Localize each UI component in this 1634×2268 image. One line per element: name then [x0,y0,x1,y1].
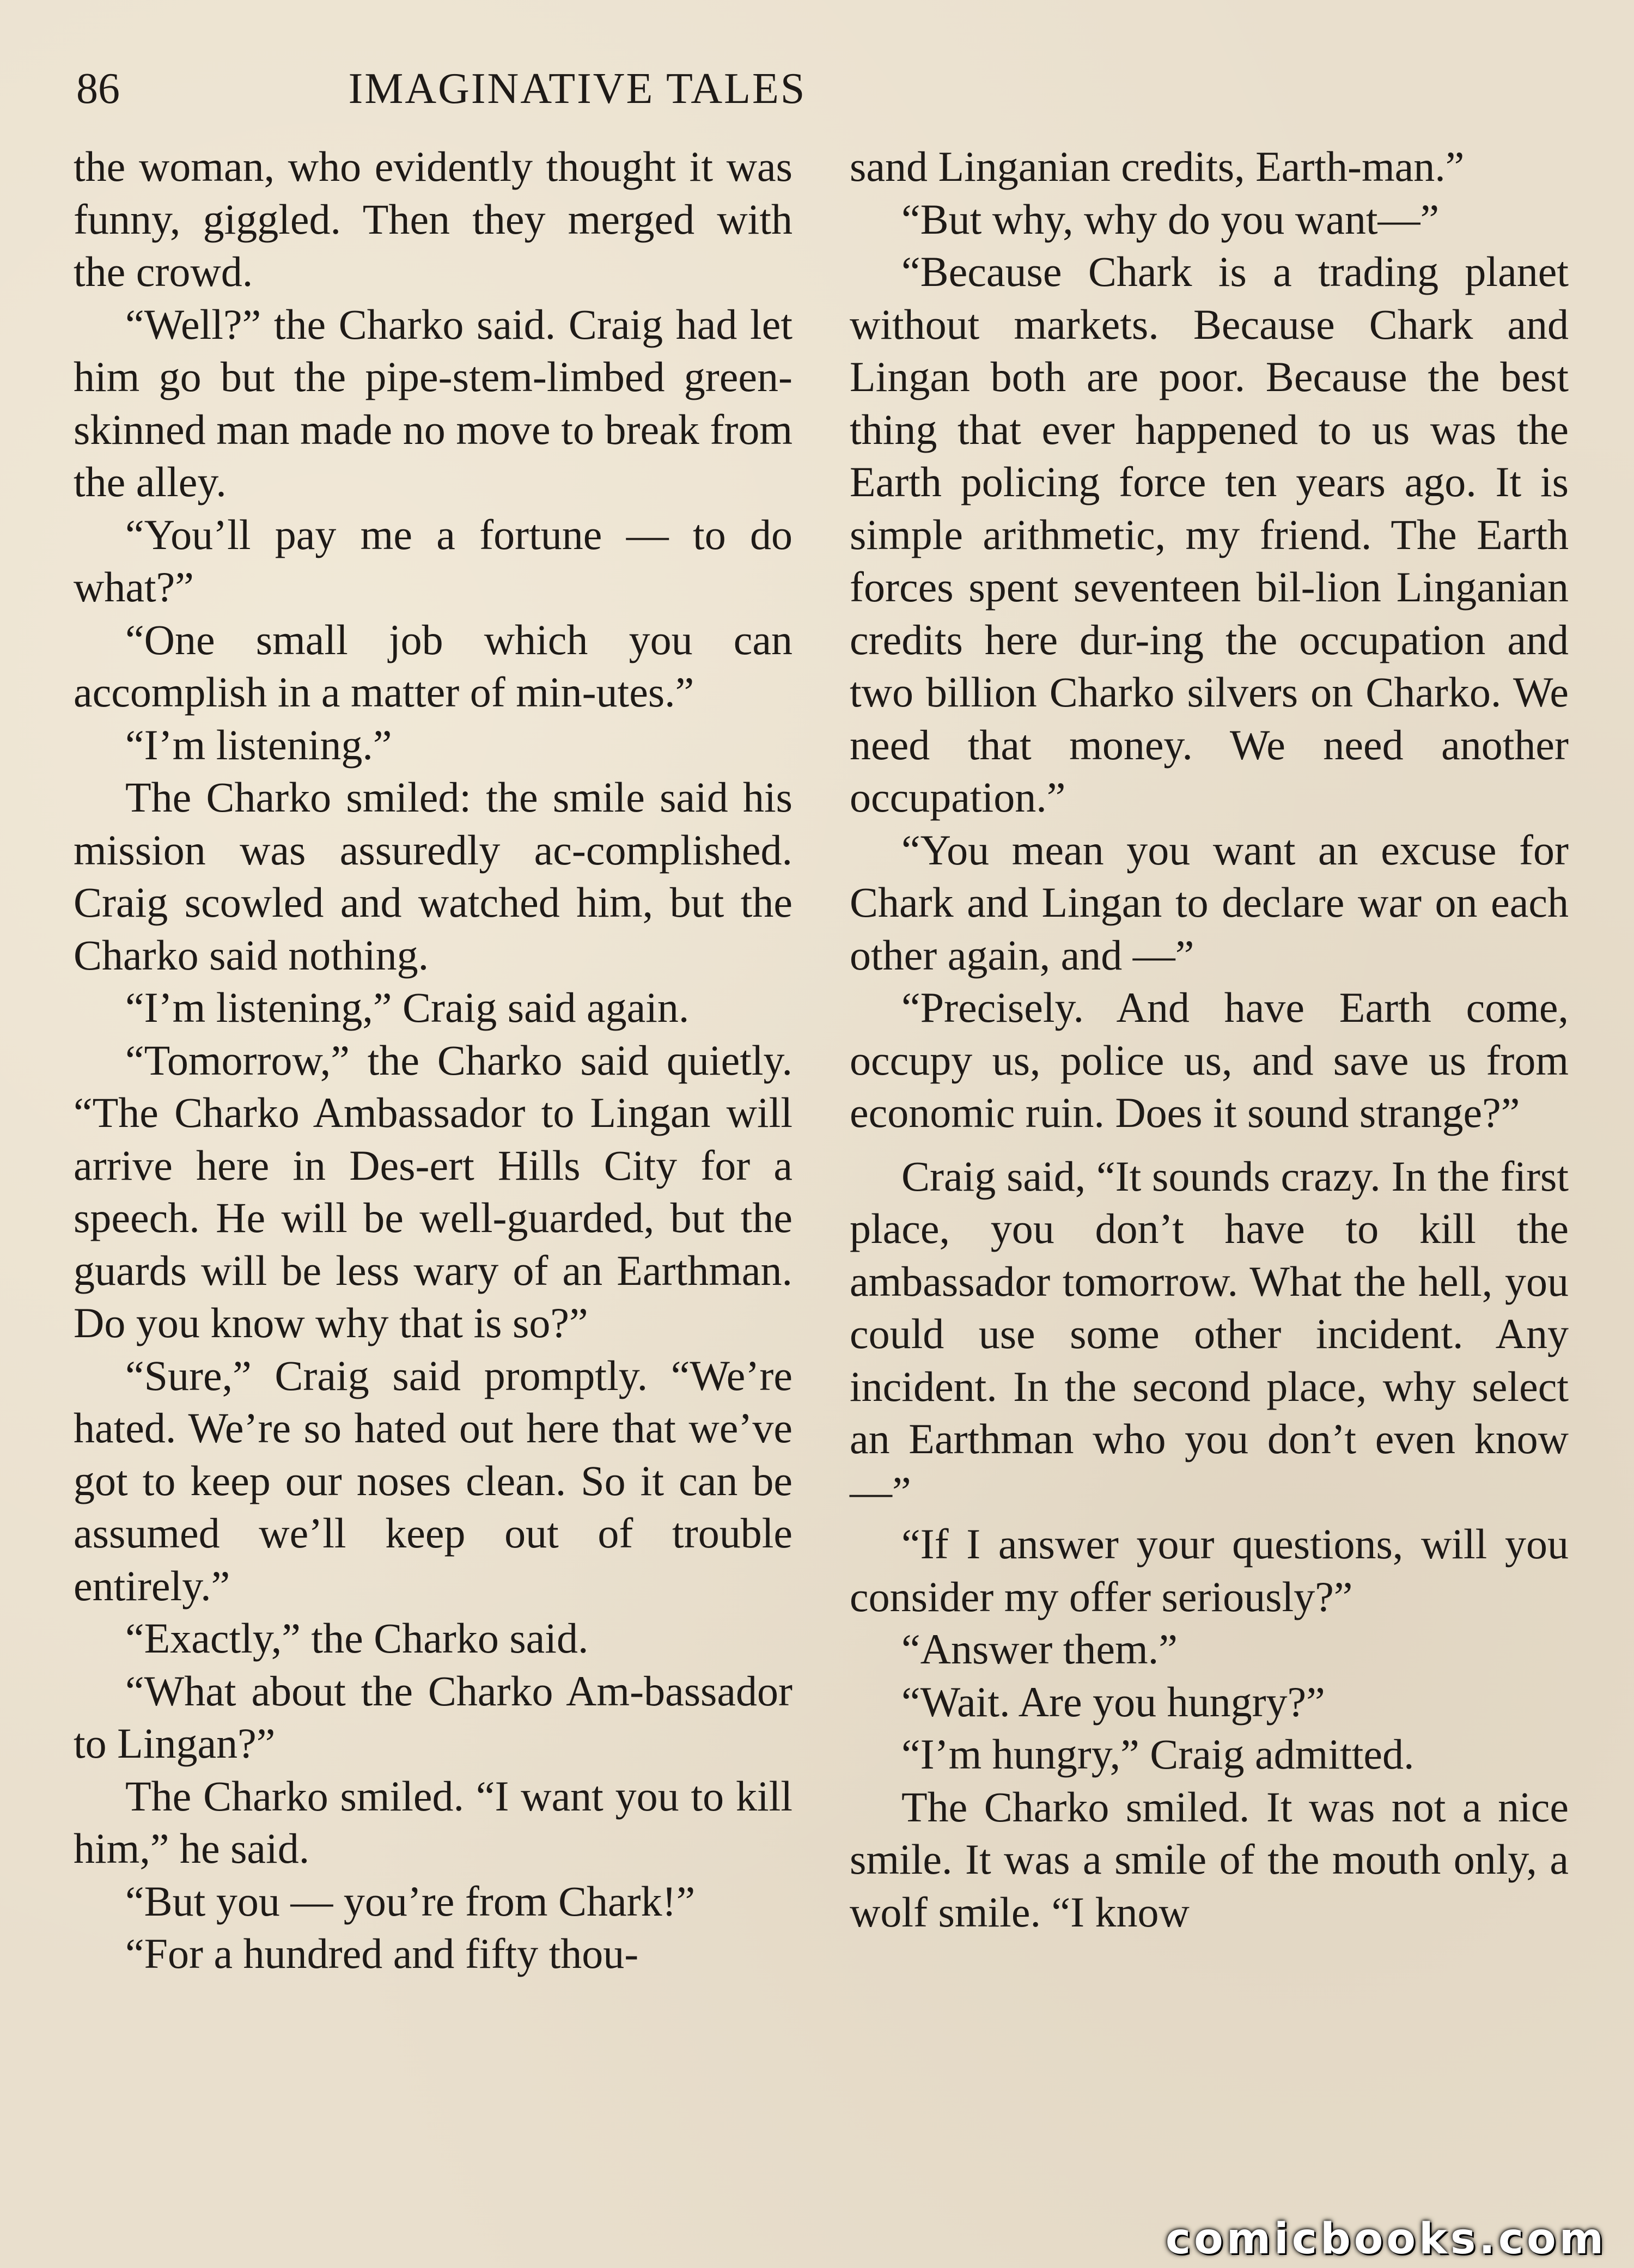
paragraph: The Charko smiled: the smile said his mission was assuredly ac-complished. Craig scowled and watched him, but the Charko said nothing. [74,773,792,979]
paragraph: “One small job which you can accomplish in a matter of min-utes.” [74,615,792,716]
paragraph: “Tomorrow,” the Charko said quietly. “The Charko Ambassador to Lingan will arrive here in Des-ert Hills City for a speech. He will be well-guarded, but the guards will be less wary of an Earthman. Do you know why that is so?” [74,1036,792,1346]
paragraph: “But you — you’re from Chark!” [125,1877,696,1925]
paragraph: “For a hundred and fifty thou- [125,1930,639,1977]
paragraph: “Answer them.” [901,1625,1178,1673]
paragraph: “You mean you want an excuse for Chark and Lingan to declare war on each other again, and —” [850,826,1569,979]
paragraph: “You’ll pay me a fortune — to do what?” [74,510,792,611]
paragraph: “I’m listening,” Craig said again. [125,984,690,1031]
paragraph: the woman, who evidently thought it was funny, giggled. Then they merged with the crowd. [74,143,792,295]
page-number: 86 [76,65,120,113]
paragraph: “Precisely. And have Earth come, occupy us, police us, and save us from economic ruin. Does it sound strange?” [850,984,1569,1136]
paragraph: The Charko smiled. It was not a nice smile. It was a smile of the mouth only, a wolf smile. “I know [850,1783,1569,1936]
magazine-title: IMAGINATIVE TALES [348,65,807,113]
paragraph: sand Linganian credits, Earth-man.” [850,143,1465,190]
paragraph: “If I answer your questions, will you consider my offer seriously?” [850,1520,1569,1620]
paragraph: “But why, why do you want—” [901,195,1440,243]
paragraph: “I’m listening.” [125,721,392,769]
left-text-column [74,141,792,1980]
paragraph: “Because Chark is a trading planet without markets. Because Chark and Lingan both are poor. Because the best thing that ever happened to us was the Earth policing force ten years ago. It is simple arithmetic, my friend. The Earth forces spent seventeen bil-lion Linganian credits here dur-ing the occupation and two billion Charko silvers on Charko. We need that money. We need another occupation.” [850,248,1569,821]
paragraph: “Wait. Are you hungry?” [901,1678,1325,1726]
running-header [76,59,1078,119]
paragraph: The Charko smiled. “I want you to kill him,” he said. [74,1772,792,1872]
paragraph: “I’m hungry,” Craig admitted. [901,1730,1414,1778]
paragraph: Craig said, “It sounds crazy. In the first place, you don’t have to kill the ambassador tomorrow. What the hell, you could use some other incident. Any incident. In the second place, why select an Earthman who you don’t even know —” [850,1152,1569,1515]
paragraph: “Exactly,” the Charko said. [125,1614,589,1662]
paragraph: “Well?” the Charko said. Craig had let him go but the pipe-stem-limbed green-skinned man made no move to break from the alley. [74,300,792,505]
paragraph: “Sure,” Craig said promptly. “We’re hated. We’re so hated out here that we’ve got to keep our noses clean. So it can be assumed we’ll keep out of trouble entirely.” [74,1351,792,1609]
right-text-column [850,141,1569,1938]
paragraph: “What about the Charko Am-bassador to Lingan?” [74,1667,792,1767]
watermark: comicbooks.com [1165,2215,1607,2264]
